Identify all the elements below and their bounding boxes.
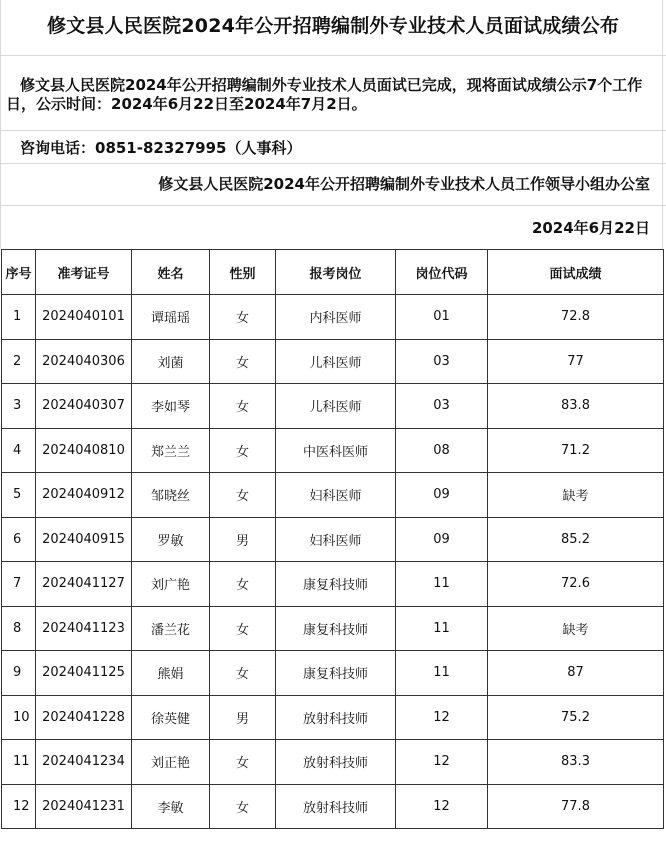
cell-gender: 女 — [210, 473, 276, 518]
cell-position-code: 03 — [396, 384, 488, 429]
cell-exam-number: 2024041127 — [36, 562, 132, 607]
cell-score: 缺考 — [488, 473, 664, 518]
table-row — [2, 740, 664, 785]
cell-score: 87 — [488, 651, 664, 696]
cell-seq: 10 — [2, 695, 36, 740]
cell-position-code: 12 — [396, 784, 488, 829]
cell-position-code: 11 — [396, 562, 488, 607]
gridline — [0, 130, 666, 131]
table-row — [2, 784, 664, 829]
cell-name: 刘菌 — [132, 339, 210, 384]
cell-position: 放射科技师 — [276, 740, 396, 785]
cell-seq: 9 — [2, 651, 36, 696]
cell-position-code: 12 — [396, 695, 488, 740]
cell-position-code: 01 — [396, 295, 488, 340]
cell-name: 邹晓丝 — [132, 473, 210, 518]
table-row — [2, 473, 664, 518]
cell-score: 77 — [488, 339, 664, 384]
table-header-row — [2, 250, 664, 295]
cell-gender: 女 — [210, 562, 276, 607]
cell-position: 中医科医师 — [276, 428, 396, 473]
cell-position: 妇科医师 — [276, 473, 396, 518]
cell-exam-number: 2024041125 — [36, 651, 132, 696]
cell-gender: 女 — [210, 651, 276, 696]
table-row — [2, 695, 664, 740]
header-name: 姓名 — [132, 250, 210, 295]
table-row — [2, 384, 664, 429]
cell-exam-number: 2024040307 — [36, 384, 132, 429]
table-row — [2, 606, 664, 651]
cell-seq: 3 — [2, 384, 36, 429]
cell-score: 77.8 — [488, 784, 664, 829]
cell-seq: 8 — [2, 606, 36, 651]
contact-phone: 咨询电话：0851-82327995（人事科） — [20, 139, 302, 157]
cell-exam-number: 2024041123 — [36, 606, 132, 651]
cell-score: 缺考 — [488, 606, 664, 651]
header-exam-number: 准考证号 — [36, 250, 132, 295]
cell-position: 妇科医师 — [276, 517, 396, 562]
cell-position: 放射科技师 — [276, 695, 396, 740]
cell-name: 刘正艳 — [132, 740, 210, 785]
cell-position-code: 11 — [396, 651, 488, 696]
header-position-code: 岗位代码 — [396, 250, 488, 295]
document-title: 修文县人民医院2024年公开招聘编制外专业技术人员面试成绩公布 — [46, 15, 620, 37]
cell-name: 谭瑶瑶 — [132, 295, 210, 340]
issuing-office: 修文县人民医院2024年公开招聘编制外专业技术人员工作领导小组办公室 — [158, 175, 650, 193]
cell-gender: 女 — [210, 606, 276, 651]
cell-gender: 女 — [210, 339, 276, 384]
table-row — [2, 562, 664, 607]
cell-position-code: 11 — [396, 606, 488, 651]
cell-score: 72.6 — [488, 562, 664, 607]
table-row — [2, 428, 664, 473]
table-row — [2, 517, 664, 562]
table-row — [2, 295, 664, 340]
cell-score: 71.2 — [488, 428, 664, 473]
notice-text: 修文县人民医院2024年公开招聘编制外专业技术人员面试已完成，现将面试成绩公示7个工作日，公示时间：2024年6月22日至2024年7月2日。 — [6, 76, 643, 113]
cell-position: 内科医师 — [276, 295, 396, 340]
cell-name: 徐英健 — [132, 695, 210, 740]
cell-position-code: 08 — [396, 428, 488, 473]
cell-gender: 男 — [210, 695, 276, 740]
cell-exam-number: 2024040912 — [36, 473, 132, 518]
cell-position: 康复科技师 — [276, 651, 396, 696]
cell-gender: 女 — [210, 428, 276, 473]
cell-name: 罗敏 — [132, 517, 210, 562]
cell-gender: 女 — [210, 784, 276, 829]
gridline — [0, 163, 666, 164]
cell-name: 李敏 — [132, 784, 210, 829]
cell-gender: 男 — [210, 517, 276, 562]
cell-exam-number: 2024040306 — [36, 339, 132, 384]
cell-position: 儿科医师 — [276, 384, 396, 429]
cell-score: 85.2 — [488, 517, 664, 562]
cell-position: 儿科医师 — [276, 339, 396, 384]
cell-name: 熊娟 — [132, 651, 210, 696]
header-position: 报考岗位 — [276, 250, 396, 295]
cell-position-code: 12 — [396, 740, 488, 785]
cell-gender: 女 — [210, 295, 276, 340]
cell-position-code: 09 — [396, 473, 488, 518]
cell-seq: 6 — [2, 517, 36, 562]
cell-position: 康复科技师 — [276, 606, 396, 651]
table-row — [2, 339, 664, 384]
scores-table — [1, 249, 664, 829]
cell-seq: 1 — [2, 295, 36, 340]
header-seq: 序号 — [2, 250, 36, 295]
header-gender: 性别 — [210, 250, 276, 295]
cell-exam-number: 2024041234 — [36, 740, 132, 785]
cell-seq: 7 — [2, 562, 36, 607]
cell-score: 72.8 — [488, 295, 664, 340]
cell-gender: 女 — [210, 384, 276, 429]
gridline — [0, 55, 666, 56]
cell-seq: 12 — [2, 784, 36, 829]
cell-score: 75.2 — [488, 695, 664, 740]
header-interview-score: 面试成绩 — [488, 250, 664, 295]
cell-exam-number: 2024040915 — [36, 517, 132, 562]
issue-date: 2024年6月22日 — [531, 219, 650, 237]
cell-exam-number: 2024040810 — [36, 428, 132, 473]
cell-position-code: 03 — [396, 339, 488, 384]
cell-score: 83.8 — [488, 384, 664, 429]
cell-name: 李如琴 — [132, 384, 210, 429]
cell-seq: 5 — [2, 473, 36, 518]
table-row — [2, 651, 664, 696]
cell-gender: 女 — [210, 740, 276, 785]
cell-exam-number: 2024041231 — [36, 784, 132, 829]
cell-position: 康复科技师 — [276, 562, 396, 607]
cell-exam-number: 2024040101 — [36, 295, 132, 340]
cell-seq: 2 — [2, 339, 36, 384]
cell-score: 83.3 — [488, 740, 664, 785]
cell-name: 潘兰花 — [132, 606, 210, 651]
cell-position-code: 09 — [396, 517, 488, 562]
cell-seq: 4 — [2, 428, 36, 473]
cell-seq: 11 — [2, 740, 36, 785]
cell-exam-number: 2024041228 — [36, 695, 132, 740]
cell-name: 刘广艳 — [132, 562, 210, 607]
cell-position: 放射科技师 — [276, 784, 396, 829]
cell-name: 郑兰兰 — [132, 428, 210, 473]
gridline — [0, 205, 666, 206]
